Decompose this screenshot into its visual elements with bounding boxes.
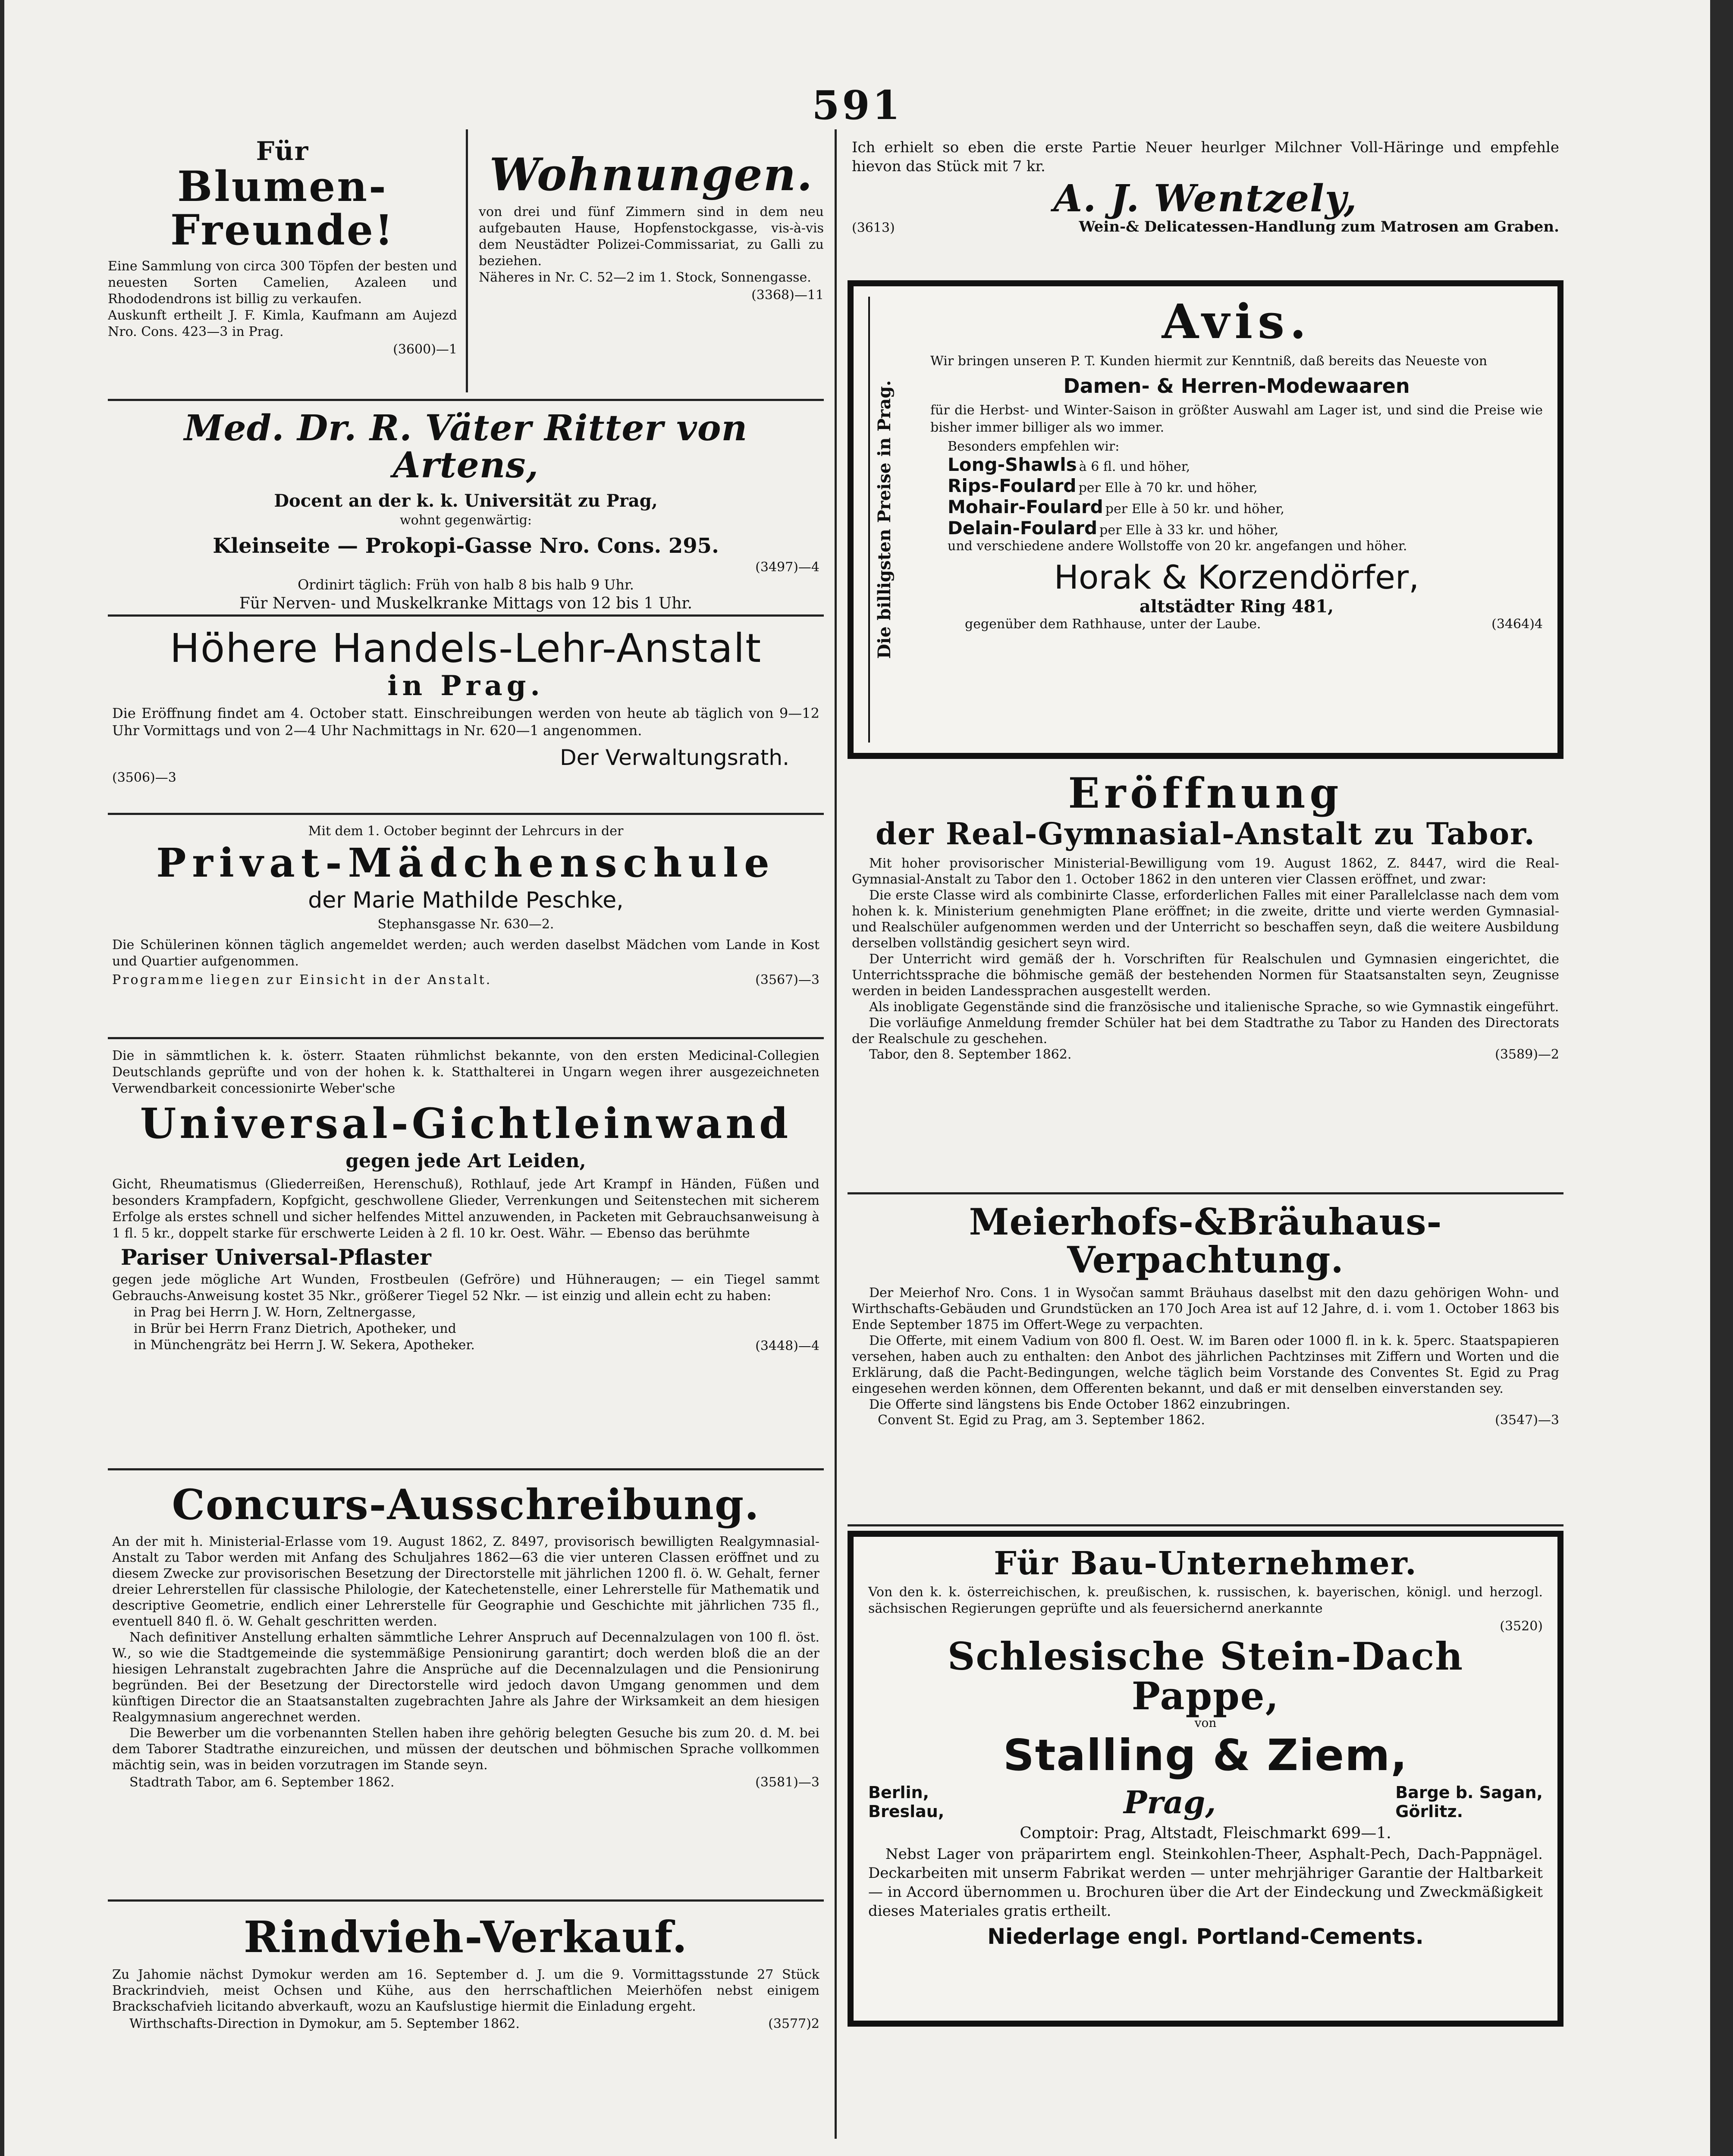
doctor-line1: Docent an der k. k. Universität zu Prag, (274, 491, 658, 511)
handels-ad (108, 617, 824, 815)
concurs-footer (112, 1775, 819, 1790)
gicht-title: Universal-Gichtleinwand (140, 1099, 792, 1148)
meierhof-p2: Die Offerte, mit einem Vadium von 800 fl. Oest. W. im Baren oder 1000 fl. in k. k. 5perc. Staatspapieren versehen, haben auch zu enthalten: den Anbot des jährlichen Pachtzinses mit Ziffern und Worten und die Erklärung, daß die Pacht-Bedingungen, welche täglich beim Vorstande des Conventes St. Egid zu Prag eingesehen werden können, dem Offerenten bekannt, und daß er mit denselben einverstanden sey. (852, 1333, 1559, 1397)
wohnungen-ref: (3368)—11 (751, 288, 824, 303)
avis-ad (848, 280, 1563, 759)
gicht-loc3: in Münchengrätz bei Herrn J. W. Sekera, Apotheker. (134, 1337, 475, 1353)
avis-footer (930, 617, 1543, 632)
top-ads-row (108, 129, 824, 401)
flower-info: Auskunft ertheilt J. F. Kimla, Kaufmann am Aujezd Nro. Cons. 423—3 in Prag. (108, 307, 457, 339)
meierhof-sign: Convent St. Egid zu Prag, am 3. September 1862. (878, 1413, 1205, 1428)
avis-item-price: per Elle à 33 kr. und höher, (1099, 522, 1279, 538)
avis-goods: Damen- & Herren-Modewaaren (1063, 374, 1410, 398)
haering-ref: (3613) (852, 220, 895, 236)
gicht-title2: Pariser Universal-Pflaster (121, 1244, 431, 1270)
page-number: 591 (812, 82, 903, 128)
avis-item-price: per Elle à 50 kr. und höher, (1105, 501, 1284, 517)
meierhof-ad (848, 1194, 1563, 1526)
handels-text: Die Eröffnung findet am 4. October statt. Einschreibungen werden von heute ab täglich von 9—12 Uhr Vormittags und von 2—4 Uhr Nachmittags in Nr. 620—1 angenommen. (112, 705, 819, 739)
avis-firm: Horak & Korzendörfer, (1054, 558, 1419, 596)
tabor-title: Eröffnung (1068, 769, 1343, 818)
meierhof-title: Meierhofs-&Bräuhaus-Verpachtung. (969, 1200, 1442, 1282)
avis-item-name: Rips-Foulard (948, 475, 1077, 496)
gicht-ref: (3448)—4 (755, 1338, 819, 1354)
gicht-text2: gegen jede mögliche Art Wunden, Frostbeulen (Gefröre) und Hühneraugen; — ein Tiegel sammt Gebrauchs-Anweisung kostet 35 Nkr., größerer Tiegel 52 Nkr. — ist einzig und allein echt zu haben: (112, 1272, 819, 1304)
meierhof-p1: Der Meierhof Nro. Cons. 1 in Wysočan sammt Bräuhaus daselbst mit den dazu gehörigen Wohn- und Wirthschafts-Gebäuden und Grundstücken an 170 Joch Area ist auf 12 Jahre, d. i. vom 1. October 1863 bis Ende September 1875 im Offert-Wege zu verpachten. (852, 1285, 1559, 1333)
avis-address: altstädter Ring 481, (1139, 596, 1334, 617)
left-column (108, 129, 824, 2117)
schule-programme: Programme liegen zur Einsicht in der Anstalt. (112, 972, 492, 987)
pappe-comptoir: Comptoir: Prag, Altstadt, Fleischmarkt 699—1. (1020, 1824, 1391, 1843)
pappe-cities-right (1395, 1783, 1543, 1821)
avis-item (948, 496, 1543, 517)
avis-text: für die Herbst- und Winter-Saison in größter Auswahl am Lager ist, und sind die Preise wie bisher immer billiger als wo immer. (930, 402, 1543, 435)
avis-side-strip: Die billigsten Preise in Prag. (868, 297, 922, 743)
gicht-text: Gicht, Rheumatismus (Gliederreißen, Herenschuß), Rothlauf, jede Art Krampf in Händen, Füßen und besonders Krampfadern, Kopfgicht, geschwollene Glieder, Verrenkungen und Seitenstechen mit sicherem Erfolge als erstes schnell und sicher helfendes Mittel anzuwenden, in Packeten mit Gebrauchsanweisung à 1 fl. 5 kr., doppelt starke für erschwerte Leiden à 2 fl. 10 kr. Oest. Währ. — Ebenso das berühmte (112, 1176, 819, 1241)
pappe-von: von (1194, 1716, 1217, 1730)
gicht-loc2: in Brür bei Herrn Franz Dietrich, Apotheker, und (134, 1321, 456, 1336)
avis-item (948, 475, 1543, 496)
tabor-ref: (3589)—2 (1495, 1047, 1559, 1062)
avis-item-price: per Elle à 70 kr. und höher, (1078, 480, 1258, 495)
pappe-product: Schlesische Stein-Dach Pappe, (947, 1633, 1464, 1719)
handels-sign: Der Verwaltungsrath. (560, 745, 789, 771)
flower-ad (108, 138, 457, 357)
avis-items (948, 454, 1543, 539)
avis-recommend: Besonders empfehlen wir: (948, 439, 1120, 454)
pappe-firm: Stalling & Ziem, (1003, 1730, 1408, 1781)
pappe-text2: Nebst Lager von präparirtem engl. Steinkohlen-Theer, Asphalt-Pech, Dach-Pappnägel. Deckarbeiten mit unserm Fabrikat werden — unter mehrjähriger Garantie der Haltbarkeit — in Accord übernommen u. Brochuren über die Art der Eindeckung und Zweckmäßigkeit dieses Materiales gratis ertheilt. (868, 1846, 1543, 1920)
wohnungen-text: von drei und fünf Zimmern sind in dem neu aufgebauten Hause, Hopfenstockgasse, vis-à-vis dem Neustädter Polizei-Commissariat, zu Galli zu beziehen. (479, 204, 824, 269)
right-column (848, 129, 1563, 2031)
schule-footer (112, 972, 819, 987)
doctor-ad (108, 401, 824, 617)
pappe-city-mid: Prag, (1124, 1783, 1216, 1821)
wohnungen-ad (479, 148, 824, 303)
tabor-p5: Die vorläufige Anmeldung fremder Schüler hat bei dem Stadtrathe zu Tabor zu Handen des Directorats der Realschule zu geschehen. (852, 1015, 1559, 1047)
avis-title: Avis. (1162, 294, 1312, 349)
avis-item-price: à 6 fl. und höher, (1079, 459, 1190, 474)
concurs-sign: Stadtrath Tabor, am 6. September 1862. (129, 1774, 395, 1790)
pappe-ad (848, 1531, 1563, 2027)
haering-footer (852, 218, 1559, 235)
doctor-ref: (3497)—4 (755, 560, 819, 575)
gicht-loc1: in Prag bei Herrn J. W. Horn, Zeltnergasse, (134, 1304, 416, 1320)
rindvieh-sign: Wirthschafts-Direction in Dymokur, am 5. September 1862. (129, 2016, 520, 2031)
tabor-p3: Der Unterricht wird gemäß der h. Vorschriften für Realschulen und Gymnasien eingerichtet, die Unterrichtssprache die böhmische gemäß der bestehenden Normen für Staatsanstalten seyn, Zeugnisse werden in beiden Landessprachen ausgestellt werden. (852, 952, 1559, 999)
avis-item-name: Delain-Foulard (948, 517, 1098, 539)
doctor-address: Kleinseite — Prokopi-Gasse Nro. Cons. 295. (213, 534, 719, 558)
doctor-hours1: Ordinirt täglich: Früh von halb 8 bis halb 9 Uhr. (298, 577, 634, 593)
newspaper-page (4, 0, 1710, 2156)
schule-ref: (3567)—3 (755, 972, 819, 987)
rindvieh-text: Zu Jahomie nächst Dymokur werden am 16. September d. J. um die 9. Vormittagsstunde 27 Stück Brackrindvieh, meist Ochsen und Kühe, aus den herrschaftlichen Meierhöfen nebst einigem Brackschafvieh licitando abverkauft, wozu an Kaufslustige hiermit die Einladung ergeht. (112, 1967, 819, 2014)
concurs-p1: An der mit h. Ministerial-Erlasse vom 19. August 1862, Z. 8497, provisorisch bewilligten Realgymnasial-Anstalt zu Tabor werden mit Anfang des Schuljahres 1862—63 die vier unteren Classen eröffnet und zu diesem Zwecke zur provisorischen Besetzung der Directorstelle mit jährlichen 1200 fl. ö. W. Gehalt, ferner dreier Lehrerstellen für classische Philologie, der Katechetenstelle, einer Lehrerstelle für Mathematik und descriptive Geometrie, endlich einer Lehrerstelle für Geographie und Geschichte mit jährlichen 735 fl., eventuell 840 fl. ö. W. Gehalt geschritten werden. (112, 1534, 819, 1629)
gicht-intro: Die in sämmtlichen k. k. österr. Staaten rühmlichst bekannte, von den ersten Medicinal-Collegien Deutschlands geprüfte und von der hohen k. k. Statthalterei in Ungarn wegen ihrer ausgezeichneten Verwendbarkeit concessionirte Weber'sche (112, 1048, 819, 1096)
schule-title: Privat-Mädchenschule (156, 840, 775, 886)
gicht-footer (112, 1337, 819, 1354)
avis-item-name: Mohair-Foulard (948, 496, 1103, 517)
pappe-city-right2: Görlitz. (1395, 1802, 1463, 1821)
pappe-cities-left (868, 1783, 944, 1821)
doctor-line2: wohnt gegenwärtig: (399, 513, 532, 528)
haering-ad (848, 129, 1563, 276)
doctor-hours2: Für Nerven- und Muskelkranke Mittags von 12 bis 1 Uhr. (239, 595, 693, 613)
haering-text: Ich erhielt so eben die erste Partie Neuer heurlger Milchner Voll-Häringe und empfehle hievon das Stück mit 7 kr. (852, 139, 1559, 175)
column-divider (835, 129, 837, 2139)
meierhof-footer (852, 1413, 1559, 1428)
doctor-title: Med. Dr. R. Väter Ritter von Artens, (184, 407, 748, 486)
rindvieh-ad (108, 1902, 824, 2117)
concurs-p3: Die Bewerber um die vorbenannten Stellen haben ihre gehörig belegten Gesuche bis zum 20. d. M. bei dem Taborer Stadtrathe einzureichen, und müssen der deutschen und böhmischen Sprache vollkommen mächtig sein, was in beiden vorzutragen im Stande seyn. (112, 1725, 819, 1773)
flower-ref: (3600)—1 (393, 342, 457, 357)
pappe-city-right1: Barge b. Sagan, (1395, 1783, 1543, 1802)
avis-wool: und verschiedene andere Wollstoffe von 20 kr. angefangen und höher. (948, 538, 1407, 554)
rindvieh-ref: (3577)2 (768, 2016, 819, 2031)
pappe-text: Von den k. k. österreichischen, k. preußischen, k. russischen, k. bayerischen, königl. und herzogl. sächsischen Regierungen geprüfte und als feuersichernd anerkannte (868, 1584, 1543, 1616)
tabor-subtitle: der Real-Gymnasial-Anstalt zu Tabor. (875, 815, 1536, 852)
tabor-p2: Die erste Classe wird als combinirte Classe, erforderlichen Falles mit einer Parallelclasse nach dem vom hohen k. k. Ministerium genehmigten Plane eröffnet; in die zweite, dritte und vierte werden Gymnasial- und Realschüler aufgenommen werden und der Unterricht so beschaffen seyn, daß die weitere Ausbildung derselben vollständig gesichert seyn wird. (852, 888, 1559, 951)
meierhof-ref: (3547)—3 (1495, 1413, 1559, 1428)
handels-subtitle: in Prag. (387, 670, 544, 702)
schule-ad (108, 815, 824, 1039)
pappe-ref: (3520) (1500, 1618, 1543, 1634)
avis-item-name: Long-Shawls (948, 454, 1077, 475)
pappe-title: Für Bau-Unternehmer. (994, 1545, 1417, 1582)
avis-item (948, 454, 1543, 475)
concurs-title: Concurs-Ausschreibung. (172, 1480, 760, 1529)
wohnungen-info: Näheres in Nr. C. 52—2 im 1. Stock, Sonnengasse. (479, 270, 811, 285)
schule-intro: Mit dem 1. October beginnt der Lehrcurs in der (308, 824, 624, 839)
tabor-ad (848, 763, 1563, 1194)
avis-ref: (3464)4 (1491, 616, 1543, 632)
avis-item (948, 517, 1543, 539)
haering-name: A. J. Wentzely, (1053, 177, 1358, 220)
pappe-city-left1: Berlin, (868, 1783, 929, 1802)
schule-name: der Marie Mathilde Peschke, (308, 887, 624, 913)
concurs-ref: (3581)—3 (755, 1774, 819, 1790)
pappe-footer: Niederlage engl. Portland-Cements. (987, 1924, 1424, 1949)
top-ads-divider (466, 129, 468, 392)
flower-title-a: Für (256, 136, 309, 166)
handels-title: Höhere Handels-Lehr-Anstalt (170, 625, 762, 671)
meierhof-p3: Die Offerte sind längstens bis Ende October 1862 einzubringen. (869, 1397, 1290, 1413)
concurs-p2: Nach definitiver Anstellung erhalten sämmtliche Lehrer Anspruch auf Decennalzulagen von 100 fl. öst. W., so wie die Stadtgemeinde die systemmäßige Pensionirung garantirt; doch werden bloß die an der hiesigen Lehranstalt zugebrachten Jahre die Ansprüche auf die Decennalzulagen und die Pensionirung begründen. Bei der Besetzung der Directorstelle wird jedoch davon Umgang genommen und dem künftigen Director die an Staatsanstalten zugebrachten Jahre als Jahre der Wirksamkeit an dem hiesigen Realgymnasium angerechnet werden. (112, 1630, 819, 1725)
pappe-city-left2: Breslau, (868, 1802, 945, 1821)
schule-text: Die Schülerinen können täglich angemeldet werden; auch werden daselbst Mädchen vom Lande in Kost und Quartier aufgenommen. (112, 937, 819, 969)
schule-address: Stephansgasse Nr. 630—2. (377, 916, 554, 932)
gicht-ad (108, 1039, 824, 1470)
tabor-footer (852, 1047, 1559, 1062)
tabor-p1: Mit hoher provisorischer Ministerial-Bewilligung vom 19. August 1862, Z. 8447, wird die Real-Gymnasial-Anstalt zu Tabor den 1. October 1862 in den unteren vier Classen eröffnet, und zwar: (852, 856, 1559, 887)
avis-address2: gegenüber dem Rathhause, unter der Laube. (965, 616, 1261, 632)
flower-title: Blumen-Freunde! (170, 162, 395, 254)
rindvieh-title: Rindvieh-Verkauf. (243, 1912, 688, 1962)
flower-text: Eine Sammlung von circa 300 Töpfen der besten und neuesten Sorten Camelien, Azaleen und Rhododendrons ist billig zu verkaufen. (108, 258, 457, 307)
handels-ref: (3506)—3 (112, 770, 176, 786)
pappe-cities (868, 1783, 1543, 1821)
avis-body (930, 294, 1543, 743)
wohnungen-title: Wohnungen. (489, 148, 813, 201)
haering-shop: Wein-& Delicatessen-Handlung zum Matrosen am Graben. (1079, 218, 1559, 236)
concurs-ad (108, 1470, 824, 1902)
avis-intro: Wir bringen unseren P. T. Kunden hiermit zur Kenntniß, daß bereits das Neueste von (930, 353, 1488, 369)
tabor-sign: Tabor, den 8. September 1862. (869, 1047, 1072, 1062)
rindvieh-footer (112, 2016, 819, 2031)
gicht-subtitle: gegen jede Art Leiden, (345, 1150, 586, 1172)
tabor-p4: Als inobligate Gegenstände sind die französische und italienische Sprache, so wie Gymnastik eingeführt. (869, 1000, 1559, 1015)
